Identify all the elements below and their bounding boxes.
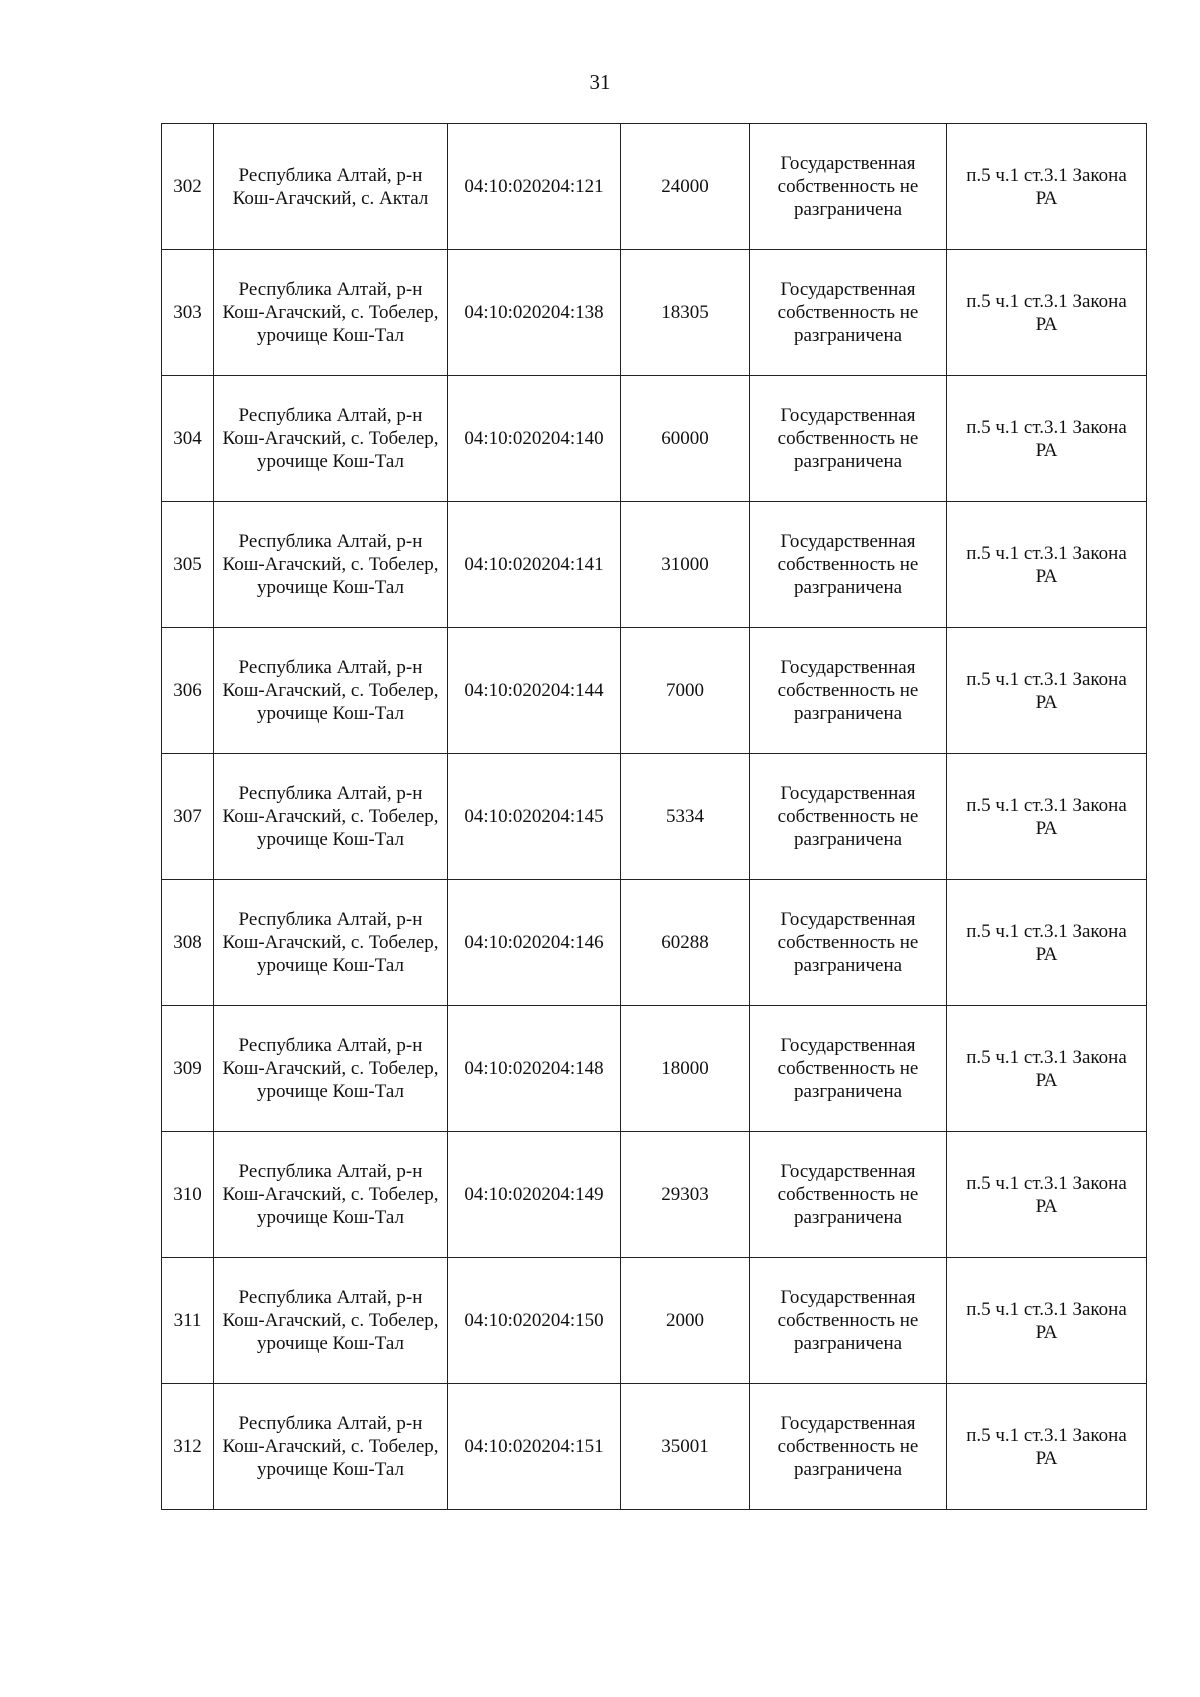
area-cell: 2000	[621, 1258, 750, 1384]
area-cell: 24000	[621, 124, 750, 250]
ownership-cell: Государственная собственность не разграничена	[750, 124, 947, 250]
cadastral-number-cell: 04:10:020204:148	[448, 1006, 621, 1132]
cadastral-number-cell: 04:10:020204:149	[448, 1132, 621, 1258]
legal-basis-cell: п.5 ч.1 ст.3.1 Закона РА	[947, 1258, 1147, 1384]
row-number-cell: 311	[162, 1258, 214, 1384]
cadastral-number-cell: 04:10:020204:121	[448, 124, 621, 250]
cadastral-number-cell: 04:10:020204:151	[448, 1384, 621, 1510]
area-cell: 5334	[621, 754, 750, 880]
table-row	[162, 754, 1147, 880]
area-cell: 60288	[621, 880, 750, 1006]
table-row	[162, 880, 1147, 1006]
legal-basis-cell: п.5 ч.1 ст.3.1 Закона РА	[947, 1006, 1147, 1132]
legal-basis-cell: п.5 ч.1 ст.3.1 Закона РА	[947, 250, 1147, 376]
table-row	[162, 1258, 1147, 1384]
legal-basis-cell: п.5 ч.1 ст.3.1 Закона РА	[947, 376, 1147, 502]
address-cell: Республика Алтай, р-н Кош-Агачский, с. Тобелер, урочище Кош-Тал	[214, 376, 448, 502]
ownership-cell: Государственная собственность не разграничена	[750, 880, 947, 1006]
row-number-cell: 305	[162, 502, 214, 628]
area-cell: 29303	[621, 1132, 750, 1258]
ownership-cell: Государственная собственность не разграничена	[750, 1258, 947, 1384]
row-number-cell: 303	[162, 250, 214, 376]
table-row	[162, 376, 1147, 502]
legal-basis-cell: п.5 ч.1 ст.3.1 Закона РА	[947, 1384, 1147, 1510]
table-row	[162, 1384, 1147, 1510]
address-cell: Республика Алтай, р-н Кош-Агачский, с. Тобелер, урочище Кош-Тал	[214, 754, 448, 880]
ownership-cell: Государственная собственность не разграничена	[750, 628, 947, 754]
address-cell: Республика Алтай, р-н Кош-Агачский, с. Тобелер, урочище Кош-Тал	[214, 628, 448, 754]
legal-basis-cell: п.5 ч.1 ст.3.1 Закона РА	[947, 124, 1147, 250]
ownership-cell: Государственная собственность не разграничена	[750, 376, 947, 502]
table-row	[162, 1132, 1147, 1258]
table-row	[162, 1006, 1147, 1132]
cadastral-number-cell: 04:10:020204:140	[448, 376, 621, 502]
area-cell: 18305	[621, 250, 750, 376]
area-cell: 31000	[621, 502, 750, 628]
address-cell: Республика Алтай, р-н Кош-Агачский, с. Тобелер, урочище Кош-Тал	[214, 250, 448, 376]
area-cell: 18000	[621, 1006, 750, 1132]
land-plots-table	[161, 123, 1147, 1510]
ownership-cell: Государственная собственность не разграничена	[750, 1384, 947, 1510]
address-cell: Республика Алтай, р-н Кош-Агачский, с. Тобелер, урочище Кош-Тал	[214, 1384, 448, 1510]
area-cell: 7000	[621, 628, 750, 754]
row-number-cell: 302	[162, 124, 214, 250]
table-row	[162, 250, 1147, 376]
row-number-cell: 306	[162, 628, 214, 754]
table-body	[162, 124, 1147, 1510]
legal-basis-cell: п.5 ч.1 ст.3.1 Закона РА	[947, 880, 1147, 1006]
ownership-cell: Государственная собственность не разграничена	[750, 1006, 947, 1132]
address-cell: Республика Алтай, р-н Кош-Агачский, с. Тобелер, урочище Кош-Тал	[214, 1132, 448, 1258]
ownership-cell: Государственная собственность не разграничена	[750, 250, 947, 376]
cadastral-number-cell: 04:10:020204:138	[448, 250, 621, 376]
table-row	[162, 502, 1147, 628]
legal-basis-cell: п.5 ч.1 ст.3.1 Закона РА	[947, 628, 1147, 754]
page-number: 31	[589, 70, 611, 94]
row-number-cell: 310	[162, 1132, 214, 1258]
row-number-cell: 307	[162, 754, 214, 880]
cadastral-number-cell: 04:10:020204:145	[448, 754, 621, 880]
ownership-cell: Государственная собственность не разграничена	[750, 502, 947, 628]
cadastral-number-cell: 04:10:020204:150	[448, 1258, 621, 1384]
row-number-cell: 308	[162, 880, 214, 1006]
cadastral-number-cell: 04:10:020204:144	[448, 628, 621, 754]
ownership-cell: Государственная собственность не разграничена	[750, 1132, 947, 1258]
ownership-cell: Государственная собственность не разграничена	[750, 754, 947, 880]
address-cell: Республика Алтай, р-н Кош-Агачский, с. Тобелер, урочище Кош-Тал	[214, 502, 448, 628]
cadastral-number-cell: 04:10:020204:146	[448, 880, 621, 1006]
address-cell: Республика Алтай, р-н Кош-Агачский, с. Актал	[214, 124, 448, 250]
legal-basis-cell: п.5 ч.1 ст.3.1 Закона РА	[947, 1132, 1147, 1258]
row-number-cell: 312	[162, 1384, 214, 1510]
legal-basis-cell: п.5 ч.1 ст.3.1 Закона РА	[947, 502, 1147, 628]
table-row	[162, 124, 1147, 250]
area-cell: 35001	[621, 1384, 750, 1510]
table-row	[162, 628, 1147, 754]
address-cell: Республика Алтай, р-н Кош-Агачский, с. Тобелер, урочище Кош-Тал	[214, 880, 448, 1006]
legal-basis-cell: п.5 ч.1 ст.3.1 Закона РА	[947, 754, 1147, 880]
area-cell: 60000	[621, 376, 750, 502]
row-number-cell: 304	[162, 376, 214, 502]
cadastral-number-cell: 04:10:020204:141	[448, 502, 621, 628]
row-number-cell: 309	[162, 1006, 214, 1132]
address-cell: Республика Алтай, р-н Кош-Агачский, с. Тобелер, урочище Кош-Тал	[214, 1258, 448, 1384]
address-cell: Республика Алтай, р-н Кош-Агачский, с. Тобелер, урочище Кош-Тал	[214, 1006, 448, 1132]
